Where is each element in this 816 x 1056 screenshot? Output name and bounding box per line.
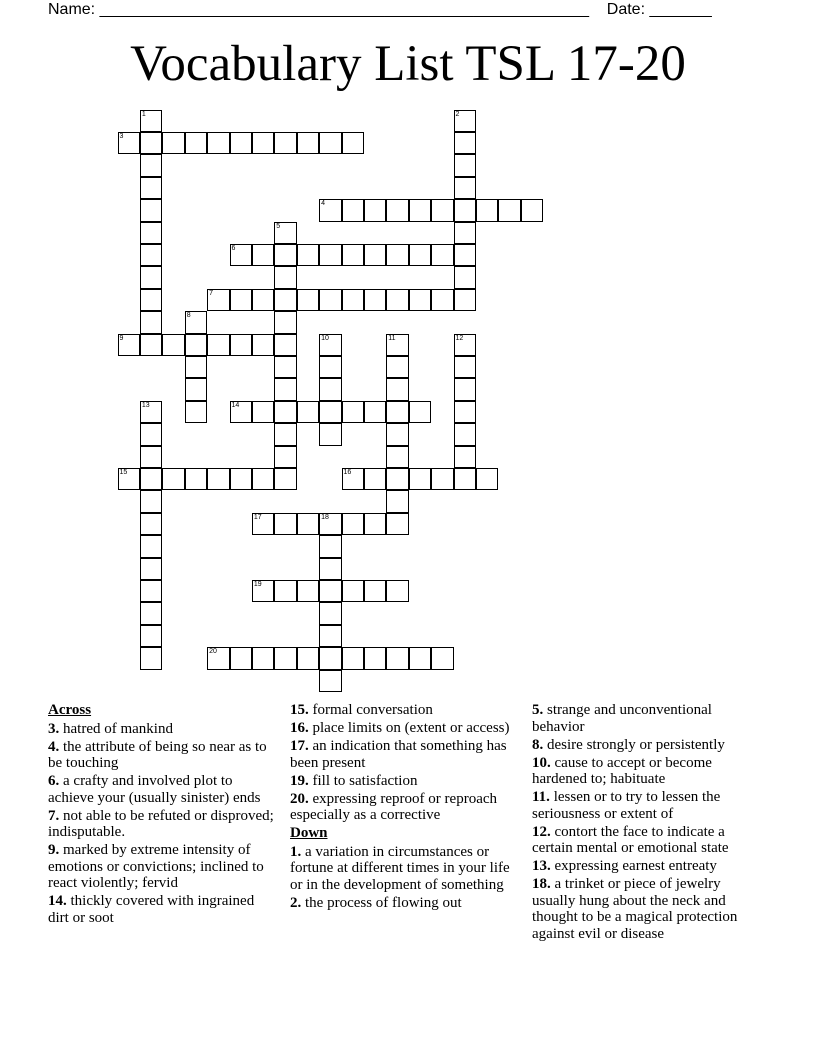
clue-item (290, 702, 522, 719)
grid-cell[interactable] (342, 289, 365, 312)
clue-item (532, 858, 767, 875)
cell-number: 4 (321, 200, 325, 208)
grid-cell[interactable] (319, 401, 342, 424)
grid-cell[interactable] (386, 289, 409, 312)
grid-cell[interactable] (252, 334, 275, 357)
grid-cell[interactable] (140, 311, 163, 334)
grid-cell[interactable] (386, 378, 409, 401)
grid-cell[interactable] (252, 244, 275, 267)
grid-cell[interactable] (386, 401, 409, 424)
grid-cell[interactable] (252, 132, 275, 155)
clue-number: 2. (290, 894, 302, 911)
cell-number: 17 (253, 513, 262, 521)
grid-cell[interactable] (230, 401, 253, 424)
grid-cell[interactable] (454, 266, 477, 289)
grid-cell[interactable] (454, 289, 477, 312)
clue-number: 19. (290, 772, 309, 789)
clue-number: 10. (532, 754, 551, 771)
clue-text: contort the face to indicate a certain mental or emotional state (532, 823, 729, 856)
grid-cell[interactable] (454, 177, 477, 200)
clue-text: place limits on (extent or access) (308, 720, 510, 736)
grid-cell[interactable] (386, 647, 409, 670)
grid-cell[interactable] (207, 132, 230, 155)
grid-cell[interactable] (207, 468, 230, 491)
grid-cell[interactable] (297, 401, 320, 424)
clue-text: expressing reproof or reproach especially as a corrective (290, 790, 498, 823)
clue-text: strange and unconventional behavior (532, 702, 712, 735)
grid-cell[interactable] (342, 580, 365, 603)
grid-cell[interactable] (431, 647, 454, 670)
grid-cell[interactable] (409, 289, 432, 312)
grid-cell[interactable] (252, 289, 275, 312)
grid-cell[interactable] (476, 199, 499, 222)
grid-cell[interactable] (274, 378, 297, 401)
grid-cell[interactable] (230, 244, 253, 267)
grid-cell[interactable] (342, 468, 365, 491)
clue-item (290, 895, 522, 912)
grid-cell[interactable] (230, 468, 253, 491)
clue-text: a trinket or piece of jewelry usually hung about the neck and thought to be a magical protection against evil or disease (532, 876, 738, 942)
grid-cell[interactable] (185, 356, 208, 379)
grid-cell[interactable] (409, 468, 432, 491)
grid-cell[interactable] (319, 647, 342, 670)
clue-number: 9. (48, 842, 60, 858)
grid-cell[interactable] (185, 311, 208, 334)
grid-cell[interactable] (319, 199, 342, 222)
grid-cell[interactable] (274, 647, 297, 670)
grid-cell[interactable] (386, 199, 409, 222)
grid-cell[interactable] (319, 625, 342, 648)
grid-cell[interactable] (319, 334, 342, 357)
grid-cell[interactable] (140, 490, 163, 513)
grid-cell[interactable] (297, 580, 320, 603)
clue-text: an indication that something has been present (290, 738, 507, 771)
grid-cell[interactable] (140, 446, 163, 469)
clue-number: 6. (48, 773, 60, 789)
grid-cell[interactable] (207, 647, 230, 670)
grid-cell[interactable] (364, 401, 387, 424)
down-clues-1 (290, 844, 522, 912)
grid-cell[interactable] (297, 289, 320, 312)
cell-number: 7 (209, 289, 213, 297)
grid-cell[interactable] (185, 378, 208, 401)
clue-item (48, 739, 278, 772)
clue-item (48, 773, 278, 806)
grid-cell[interactable] (319, 580, 342, 603)
grid-cell[interactable] (454, 446, 477, 469)
clue-text: lessen or to try to lessen the seriousness or extent of (532, 789, 721, 822)
clue-text: cause to accept or become hardened to; habituate (532, 754, 712, 787)
date-label: Date: (606, 1, 646, 18)
clue-text: expressing earnest entreaty (550, 858, 717, 874)
grid-cell[interactable] (342, 513, 365, 536)
grid-cell[interactable] (274, 356, 297, 379)
grid-cell[interactable] (364, 289, 387, 312)
grid-cell[interactable] (409, 244, 432, 267)
grid-cell[interactable] (454, 356, 477, 379)
grid-cell[interactable] (274, 222, 297, 245)
grid-cell[interactable] (431, 199, 454, 222)
cell-number: 18 (321, 513, 329, 521)
grid-cell[interactable] (140, 558, 163, 581)
clue-text: thickly covered with ingrained dirt or soot (48, 893, 255, 926)
grid-cell[interactable] (454, 378, 477, 401)
grid-cell[interactable] (274, 446, 297, 469)
clue-number: 11. (532, 789, 550, 805)
grid-cell[interactable] (274, 334, 297, 357)
grid-cell[interactable] (252, 468, 275, 491)
cell-number: 12 (455, 334, 464, 342)
clue-item (290, 720, 522, 737)
clue-text: hatred of mankind (59, 720, 173, 737)
grid-cell[interactable] (140, 244, 163, 267)
clues-column-3 (532, 702, 767, 944)
clue-number: 13. (532, 858, 551, 874)
clue-number: 7. (48, 807, 60, 824)
grid-cell[interactable] (230, 647, 253, 670)
clue-item (290, 738, 522, 771)
grid-cell[interactable] (364, 468, 387, 491)
grid-cell[interactable] (431, 244, 454, 267)
grid-cell[interactable] (140, 334, 163, 357)
grid-cell[interactable] (207, 334, 230, 357)
grid-cell[interactable] (476, 468, 499, 491)
grid-cell[interactable] (252, 401, 275, 424)
cell-number: 15 (119, 468, 128, 476)
clue-item (290, 791, 522, 824)
grid-cell[interactable] (185, 132, 208, 155)
grid-cell[interactable] (162, 334, 185, 357)
clue-number: 5. (532, 702, 544, 718)
cell-number: 9 (119, 334, 124, 342)
clue-number: 17. (290, 738, 309, 754)
cell-number: 10 (321, 334, 329, 342)
grid-cell[interactable] (274, 513, 297, 536)
grid-cell[interactable] (342, 132, 365, 155)
clue-item (48, 842, 278, 892)
clue-text: a crafty and involved plot to achieve your (usually sinister) ends (48, 773, 261, 806)
clue-text: not able to be refuted or disproved; indisputable. (48, 807, 274, 840)
grid-cell[interactable] (454, 423, 477, 446)
grid-cell[interactable] (162, 468, 185, 491)
clue-item (532, 755, 767, 788)
grid-cell[interactable] (342, 244, 365, 267)
clue-number: 16. (290, 720, 309, 736)
grid-cell[interactable] (140, 535, 163, 558)
grid-cell[interactable] (409, 647, 432, 670)
grid-cell[interactable] (364, 513, 387, 536)
clue-item (532, 702, 767, 735)
grid-cell[interactable] (140, 468, 163, 491)
clue-text: marked by extreme intensity of emotions or convictions; inclined to react violently; fervid (48, 842, 264, 891)
grid-cell[interactable] (319, 244, 342, 267)
grid-cell[interactable] (252, 513, 275, 536)
cell-number: 16 (343, 468, 352, 476)
grid-cell[interactable] (140, 110, 163, 133)
grid-cell[interactable] (140, 132, 163, 155)
clue-number: 3. (48, 720, 60, 737)
grid-cell[interactable] (140, 266, 163, 289)
grid-cell[interactable] (140, 602, 163, 625)
clue-number: 15. (290, 702, 309, 718)
grid-cell[interactable] (409, 199, 432, 222)
grid-cell[interactable] (454, 222, 477, 245)
grid-cell[interactable] (319, 535, 342, 558)
clue-item (532, 737, 767, 754)
grid-cell[interactable] (319, 558, 342, 581)
grid-cell[interactable] (319, 289, 342, 312)
grid-cell[interactable] (319, 423, 342, 446)
grid-cell[interactable] (274, 244, 297, 267)
cell-number: 2 (455, 110, 460, 118)
grid-cell[interactable] (230, 132, 253, 155)
grid-cell[interactable] (140, 401, 163, 424)
grid-cell[interactable] (140, 199, 163, 222)
grid-cell[interactable] (274, 132, 297, 155)
grid-cell[interactable] (140, 154, 163, 177)
grid-cell[interactable] (118, 468, 141, 491)
grid-cell[interactable] (140, 289, 163, 312)
grid-cell[interactable] (454, 468, 477, 491)
grid-cell[interactable] (185, 468, 208, 491)
clue-item (290, 844, 522, 894)
grid-cell[interactable] (454, 334, 477, 357)
cell-number: 13 (141, 401, 150, 409)
grid-cell[interactable] (342, 401, 365, 424)
grid-cell[interactable] (386, 244, 409, 267)
grid-cell[interactable] (140, 177, 163, 200)
clue-item (532, 824, 767, 857)
grid-cell[interactable] (297, 647, 320, 670)
grid-cell[interactable] (386, 580, 409, 603)
name-blank[interactable]: _______________________________________________________ (99, 1, 589, 18)
cell-number: 6 (231, 244, 236, 252)
grid-cell[interactable] (454, 132, 477, 155)
grid-cell[interactable] (454, 110, 477, 133)
cell-number: 8 (186, 312, 191, 320)
grid-cell[interactable] (230, 289, 253, 312)
grid-cell[interactable] (342, 647, 365, 670)
grid-cell[interactable] (364, 199, 387, 222)
cell-number: 5 (276, 222, 281, 230)
grid-cell[interactable] (118, 334, 141, 357)
grid-cell[interactable] (140, 647, 163, 670)
grid-cell[interactable] (319, 670, 342, 693)
down-clues-2 (532, 702, 767, 942)
clue-text: the attribute of being so near as to be touching (48, 738, 267, 771)
clues-column-2 (290, 702, 522, 913)
grid-cell[interactable] (230, 334, 253, 357)
clue-text: formal conversation (308, 702, 433, 718)
clue-item (290, 773, 522, 790)
clue-item (48, 808, 278, 841)
clue-item (48, 893, 278, 926)
grid-cell[interactable] (185, 401, 208, 424)
clues-column-1 (48, 702, 278, 928)
cell-number: 11 (388, 334, 396, 342)
clue-text: the process of flowing out (301, 894, 462, 911)
grid-cell[interactable] (319, 378, 342, 401)
clue-text: fill to satisfaction (308, 772, 418, 789)
clue-number: 1. (290, 843, 302, 860)
grid-cell[interactable] (386, 334, 409, 357)
grid-cell[interactable] (454, 154, 477, 177)
across-clues-1 (48, 721, 278, 927)
across-heading: Across (48, 702, 92, 718)
grid-cell[interactable] (140, 625, 163, 648)
grid-cell[interactable] (274, 266, 297, 289)
grid-cell[interactable] (185, 334, 208, 357)
grid-cell[interactable] (386, 423, 409, 446)
grid-cell[interactable] (252, 647, 275, 670)
clue-item (532, 789, 767, 822)
clue-text: desire strongly or persistently (543, 736, 725, 753)
grid-cell[interactable] (454, 199, 477, 222)
grid-cell[interactable] (364, 580, 387, 603)
clue-number: 20. (290, 790, 309, 807)
grid-cell[interactable] (386, 468, 409, 491)
grid-cell[interactable] (319, 356, 342, 379)
clue-number: 14. (48, 893, 67, 909)
grid-cell[interactable] (274, 468, 297, 491)
clue-item (48, 721, 278, 738)
clue-item (532, 876, 767, 942)
cell-number: 3 (119, 132, 124, 140)
grid-cell[interactable] (274, 311, 297, 334)
grid-cell[interactable] (342, 199, 365, 222)
grid-cell[interactable] (386, 356, 409, 379)
grid-cell[interactable] (162, 132, 185, 155)
grid-cell[interactable] (319, 132, 342, 155)
grid-cell[interactable] (274, 423, 297, 446)
grid-cell[interactable] (140, 222, 163, 245)
grid-cell[interactable] (207, 289, 230, 312)
grid-cell[interactable] (140, 513, 163, 536)
grid-cell[interactable] (118, 132, 141, 155)
grid-cell[interactable] (140, 580, 163, 603)
grid-cell[interactable] (521, 199, 544, 222)
clue-number: 12. (532, 823, 551, 840)
grid-cell[interactable] (364, 244, 387, 267)
grid-cell[interactable] (274, 289, 297, 312)
grid-cell[interactable] (386, 446, 409, 469)
grid-cell[interactable] (319, 602, 342, 625)
cell-number: 20 (209, 648, 217, 656)
cell-number: 1 (141, 110, 146, 118)
across-clues-2 (290, 702, 522, 824)
grid-cell[interactable] (431, 289, 454, 312)
grid-cell[interactable] (297, 132, 320, 155)
grid-cell[interactable] (454, 244, 477, 267)
down-heading: Down (290, 825, 328, 841)
grid-cell[interactable] (140, 423, 163, 446)
clue-text: a variation in circumstances or fortune at different times in your life or in the development of something (290, 843, 510, 893)
grid-cell[interactable] (319, 513, 342, 536)
grid-cell[interactable] (252, 580, 275, 603)
grid-cell[interactable] (386, 513, 409, 536)
grid-cell[interactable] (498, 199, 521, 222)
grid-cell[interactable] (386, 490, 409, 513)
grid-cell[interactable] (274, 401, 297, 424)
clue-number: 8. (532, 736, 544, 753)
clue-number: 18. (532, 876, 551, 892)
date-blank[interactable]: _______ (649, 1, 712, 18)
cell-number: 19 (253, 580, 262, 588)
grid-cell[interactable] (274, 580, 297, 603)
grid-cell[interactable] (454, 401, 477, 424)
clue-number: 4. (48, 738, 60, 755)
grid-cell[interactable] (297, 244, 320, 267)
page-title: Vocabulary List TSL 17-20 (130, 36, 686, 92)
grid-cell[interactable] (409, 401, 432, 424)
grid-cell[interactable] (297, 513, 320, 536)
grid-cell[interactable] (364, 647, 387, 670)
cell-number: 14 (231, 401, 240, 409)
name-label: Name: (48, 1, 96, 18)
grid-cell[interactable] (431, 468, 454, 491)
